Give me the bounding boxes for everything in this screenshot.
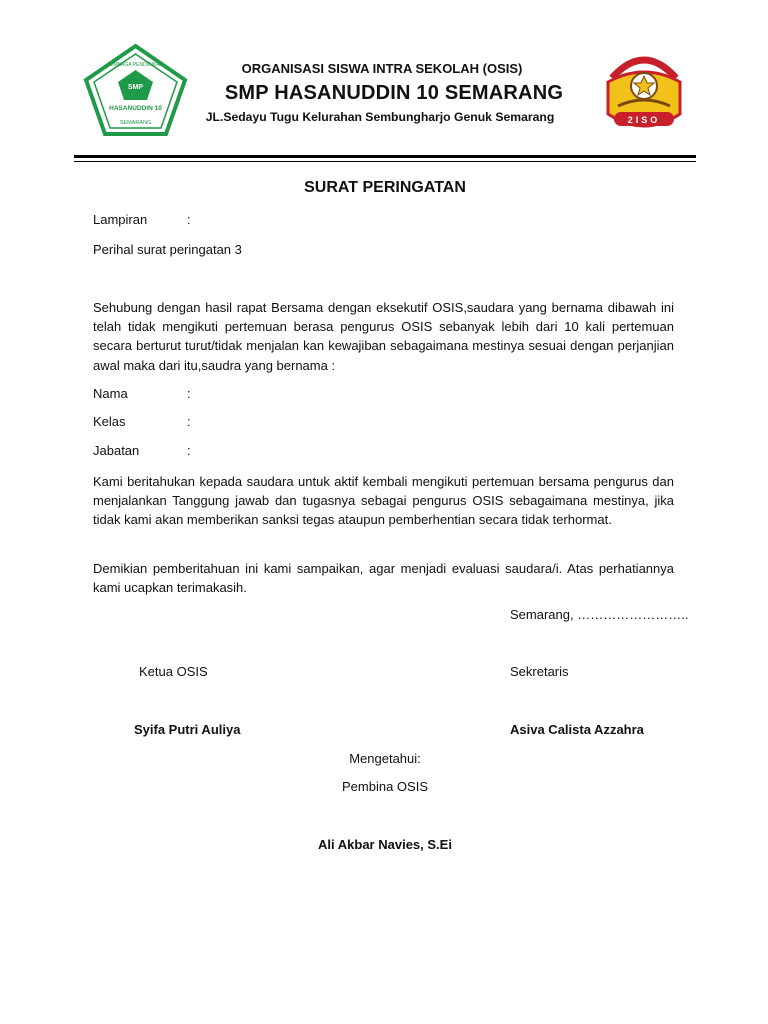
- left-signatory: Syifa Putri Auliya: [134, 722, 241, 737]
- field-nama: [93, 386, 191, 401]
- school-logo: [81, 42, 190, 138]
- logo-bottom-text: SEMARANG: [119, 120, 152, 126]
- perihal-line: Perihal surat peringatan 3: [93, 242, 242, 257]
- logo-name-text: HASANUDDIN 10: [109, 105, 162, 112]
- field-label: Jabatan: [93, 443, 140, 458]
- field-label: Kelas: [93, 414, 126, 429]
- field-value: :: [187, 443, 191, 458]
- place-date: Semarang, ……………………..: [510, 607, 689, 622]
- field-value: :: [187, 414, 191, 429]
- advisor-role: Pembina OSIS: [342, 779, 428, 794]
- field-value: :: [187, 386, 191, 401]
- paragraph-2: Kami beritahukan kepada saudara untuk aktif kembali mengikuti pertemuan bersama pengurus dan menjalankan Tanggung jawab dan tugasnya sebagai pengurus OSIS sebagaimana mestinya, jika tidak kami akan memberikan sanksi tegas ataupun pemberhentian secara tidak terhormat.: [93, 474, 674, 528]
- logo-smp-text: SMP: [127, 84, 144, 91]
- letter-title: SURAT PERINGATAN: [304, 179, 466, 196]
- osis-logo: [598, 48, 690, 134]
- lampiran-colon: :: [187, 212, 191, 227]
- header-divider-thin: [74, 161, 696, 162]
- lampiran-label: Lampiran: [93, 212, 148, 227]
- paragraph-1: Sehubung dengan hasil rapat Bersama dengan eksekutif OSIS,saudara yang bernama dibawah ini telah tidak mengikuti pertemuan berasa pengurus OSIS sebanyak lebih dari 10 kali pertemuan secara berturut turut/tidak menjalan kan kewajiban sebagaimana mestinya sesuai dengan perjanjian awal maka dari itu,saudra yang bernama :: [93, 300, 674, 373]
- field-kelas: [93, 414, 191, 429]
- right-signatory: Asiva Calista Azzahra: [510, 722, 644, 737]
- school-name: SMP HASANUDDIN 10 SEMARANG: [224, 82, 564, 104]
- advisor-name: Ali Akbar Navies, S.Ei: [318, 837, 452, 852]
- organization-name: ORGANISASI SISWA INTRA SEKOLAH (OSIS): [241, 61, 523, 76]
- header-divider-thick: [74, 155, 696, 158]
- logo-top-text: LEMBAGA PENDIDIKAN: [107, 62, 164, 68]
- acknowledged-label: Mengetahui:: [349, 751, 421, 766]
- paragraph-3: Demikian pemberitahuan ini kami sampaikan, agar menjadi evaluasi saudara/i. Atas perhatiannya kami ucapkan terimakasih.: [93, 561, 674, 596]
- left-role: Ketua OSIS: [139, 664, 208, 679]
- osis-logo-text: 2ISO: [627, 115, 661, 125]
- right-role: Sekretaris: [510, 664, 569, 679]
- field-label: Nama: [93, 386, 128, 401]
- field-jabatan: [93, 443, 191, 458]
- school-address: JL.Sedayu Tugu Kelurahan Sembungharjo Genuk Semarang: [205, 110, 555, 124]
- lampiran-line: [93, 212, 191, 227]
